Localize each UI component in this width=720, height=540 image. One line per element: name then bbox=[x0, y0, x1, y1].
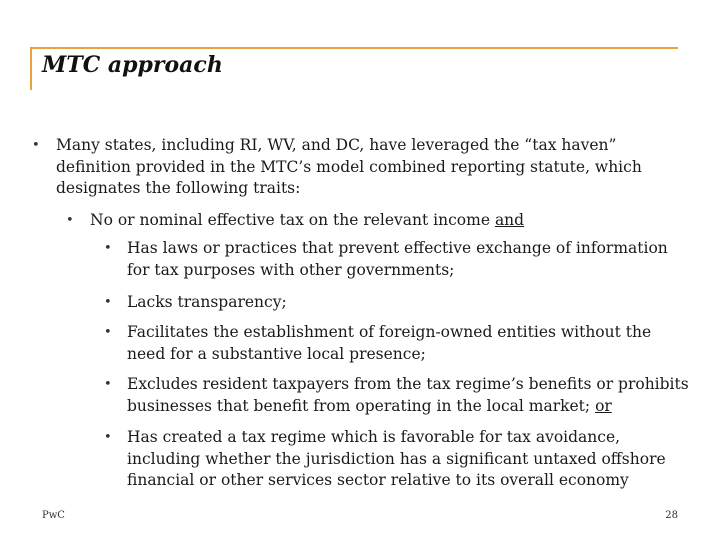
bullet-icon: • bbox=[104, 377, 112, 392]
trait-bullet bbox=[104, 238, 694, 281]
page-number: 28 bbox=[665, 510, 678, 521]
trait-bullet bbox=[104, 322, 694, 365]
title-rule-top bbox=[30, 47, 678, 49]
level2-text: No or nominal effective tax on the relevant income bbox=[90, 211, 495, 229]
bullet-icon: • bbox=[66, 213, 74, 228]
trait-text: Excludes resident taxpayers from the tax regime’s benefits or prohibits businesses that benefit from operating in the local market; bbox=[127, 375, 689, 415]
trait-text: Facilitates the establishment of foreign-owned entities without the need for a substantive local presence; bbox=[127, 323, 652, 363]
bullet-icon: • bbox=[104, 430, 112, 445]
bullet-icon: • bbox=[104, 325, 112, 340]
bullet-icon: • bbox=[104, 295, 112, 310]
title-rule-left bbox=[30, 47, 32, 90]
bullet-icon: • bbox=[104, 241, 112, 256]
trait-bullet bbox=[104, 292, 694, 314]
footer-brand: PwC bbox=[42, 510, 65, 521]
trait-conjunction: or bbox=[595, 396, 612, 415]
intro-bullet bbox=[32, 135, 692, 200]
trait-text: Has created a tax regime which is favorable for tax avoidance, including whether the jurisdiction has a significant untaxed offshore financial or other services sector relative to its overall economy bbox=[127, 428, 666, 489]
slide-title: MTC approach bbox=[42, 52, 223, 78]
trait-bullet bbox=[104, 374, 694, 417]
level2-bullet bbox=[66, 210, 686, 232]
trait-text: Lacks transparency; bbox=[127, 293, 287, 311]
intro-text: Many states, including RI, WV, and DC, have leveraged the “tax haven” definition provided in the MTC’s model combined reporting statute, which designates the following traits: bbox=[56, 136, 642, 197]
trait-bullet bbox=[104, 427, 694, 492]
trait-text: Has laws or practices that prevent effective exchange of information for tax purposes with other governments; bbox=[127, 239, 668, 279]
level2-line bbox=[90, 210, 686, 232]
bullet-icon: • bbox=[32, 138, 40, 153]
level2-conjunction: and bbox=[494, 211, 525, 229]
trait-line bbox=[127, 374, 694, 417]
